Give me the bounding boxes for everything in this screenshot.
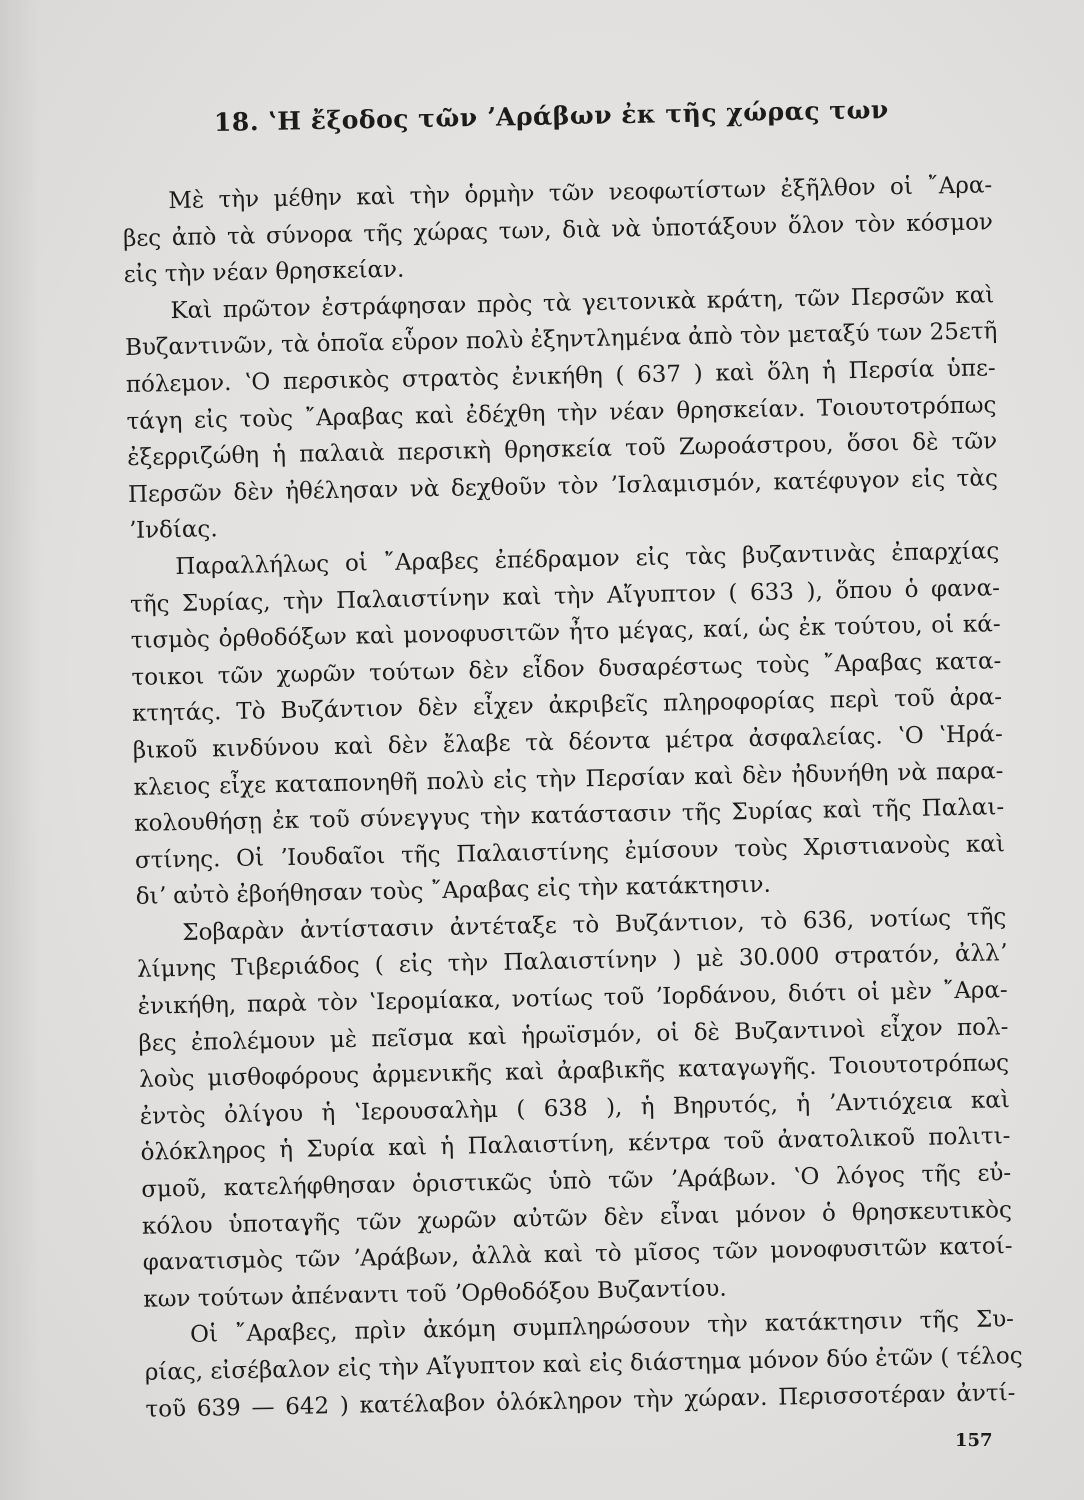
text-line: ὁλόκληρος ἡ Συρία καὶ ἡ Παλαιστίνη, κέντρα τοῦ ἀνατολικοῦ πολιτι- (140, 1123, 1011, 1167)
text-line: τισμὸς ὀρθοδόξων καὶ μονοφυσιτῶν ἦτο μέγας, καί, ὡς ἐκ τούτου, οἱ κά- (130, 611, 1001, 655)
text-line: βικοῦ κινδύνου καὶ δὲν ἔλαβε τὰ δέοντα μέτρα ἀσφαλείας. ʽΟ ʽΗρά- (132, 721, 1003, 764)
text-line: βες ἐπολέμουν μὲ πεῖσμα καὶ ἡρωϊσμόν, οἱ δὲ Βυζαντινοὶ εἶχον πολ- (138, 1013, 1009, 1057)
text-line: διʼ αὐτὸ ἐβοήθησαν τοὺς ῎Αραβας εἰς τὴν κατάκτησιν. (135, 871, 772, 911)
text-line: τοικοι τῶν χωρῶν τούτων δὲν εἶδον δυσαρέστως τοὺς ῎Αραβας κατα- (131, 647, 1002, 691)
text-line: στίνης. Οἱ ʼΙουδαῖοι τῆς Παλαιστίνης ἐμίσουν τοὺς Χριστιανοὺς καὶ (134, 830, 1006, 874)
text-line: κόλου ὑποταγῆς τῶν χωρῶν αὐτῶν δὲν εἶναι μόνον ὁ θρησκευτικὸς (141, 1196, 1013, 1240)
text-line: κλειος εἶχε καταπονηθῆ πολὺ εἰς τὴν Περσίαν καὶ δὲν ἠδυνήθη νὰ παρα- (133, 757, 1004, 801)
text-line: τοῦ 639 — 642 ) κατέλαβον ὁλόκληρον τὴν χώραν. Περισσοτέραν ἀντί- (145, 1379, 1016, 1423)
gutter-shadow (0, 0, 40, 1500)
section-heading: 18. ʽΗ ἔξοδος τῶν ʼΑράβων ἐκ τῆς χώρας των (213, 95, 890, 137)
text-line: κων τούτων ἀπέναντι τοῦ ʼΟρθοδόξου Βυζαντίου. (143, 1275, 727, 1313)
text-line: Περσῶν δὲν ἠθέλησαν νὰ δεχθοῦν τὸν ʼΙσλαμισμόν, κατέφυγον εἰς τὰς (127, 464, 999, 508)
text-line: βες ἀπὸ τὰ σύνορα τῆς χώρας των, διὰ νὰ ὑποτάξουν ὅλον τὸν κόσμον (122, 208, 994, 252)
text-line: ἐνικήθη, παρὰ τὸν ʽΙερομίακα, νοτίως τοῦ ʼΙορδάνου, διότι οἱ μὲν ῎Αρα- (137, 977, 1008, 1020)
text-line: ρίας, εἰσέβαλον εἰς τὴν Αἴγυπτον καὶ εἰς διάστημα μόνον δύο ἐτῶν ( τέλος (144, 1342, 1023, 1386)
text-line: Βυζαντινῶν, τὰ ὁποῖα εὗρον πολὺ ἐξηντλημένα ἀπὸ τὸν μεταξύ των 25ετῆ (124, 318, 998, 362)
page-number: 157 (955, 1430, 993, 1451)
text-line: λοὺς μισθοφόρους ἀρμενικῆς καὶ ἀραβικῆς καταγωγῆς. Τοιουτοτρόπως (138, 1050, 1010, 1094)
text-line: κτητάς. Τὸ Βυζάντιον δὲν εἶχεν ἀκριβεῖς πληροφορίας περὶ τοῦ ἀρα- (131, 684, 1003, 728)
text-line: φανατισμὸς τῶν ʼΑράβων, ἀλλὰ καὶ τὸ μῖσος τῶν μονοφυσιτῶν κατοί- (142, 1233, 1013, 1277)
text-line: κολουθήσῃ ἐκ τοῦ σύνεγγυς τὴν κατάστασιν τῆς Συρίας καὶ τῆς Παλαι- (134, 794, 1005, 837)
text-line: Σοβαρὰν ἀντίστασιν ἀντέταξε τὸ Βυζάντιον, τὸ 636, νοτίως τῆς (182, 904, 1007, 946)
text-line: τῆς Συρίας, τὴν Παλαιστίνην καὶ τὴν Αἴγυπτον ( 633 ), ὅπου ὁ φανα- (129, 574, 1001, 618)
text-line: ἐντὸς ὀλίγου ἡ ʽΙερουσαλὴμ ( 638 ), ἡ Βηρυτός, ἡ ʼΑντιόχεια καὶ (139, 1086, 1010, 1130)
text-line: Καὶ πρῶτον ἐστράφησαν πρὸς τὰ γειτονικὰ κράτη, τῶν Περσῶν καὶ (170, 282, 995, 324)
text-line: ἐξερριζώθη ἡ παλαιὰ περσικὴ θρησκεία τοῦ Ζωροάστρου, ὅσοι δὲ τῶν (127, 428, 998, 472)
text-line: Παραλλήλως οἱ ῎Αραβες ἐπέδραμον εἰς τὰς βυζαντινὰς ἐπαρχίας (175, 538, 1000, 580)
text-line: Μὲ τὴν μέθην καὶ τὴν ὁρμὴν τῶν νεοφωτίστων ἐξῆλθον οἱ ῎Αρα- (168, 172, 993, 215)
text-line: εἰς τὴν νέαν θρησκείαν. (123, 256, 405, 289)
text-line: λίμνης Τιβεριάδος ( εἰς τὴν Παλαιστίνην ) μὲ 30.000 στρατόν, ἀλλʼ (136, 940, 1008, 984)
text-line: πόλεμον. ʽΟ περσικὸς στρατὸς ἐνικήθη ( 637 ) καὶ ὅλη ἡ Περσία ὑπε- (125, 355, 996, 398)
body-text (122, 167, 1023, 1428)
text-line: σμοῦ, κατελήφθησαν ὁριστικῶς ὑπὸ τῶν ʼΑράβων. ʽΟ λόγος τῆς εὐ- (141, 1160, 1012, 1203)
text-line: τάγη εἰς τοὺς ῎Αραβας καὶ ἐδέχθη τὴν νέαν θρησκείαν. Τοιουτοτρόπως (126, 391, 997, 435)
text-line: ʼΙνδίας. (128, 516, 218, 545)
text-line: Οἱ ῎Αραβες, πρὶν ἀκόμη συμπληρώσουν τὴν κατάκτησιν τῆς Συ- (189, 1306, 1015, 1349)
